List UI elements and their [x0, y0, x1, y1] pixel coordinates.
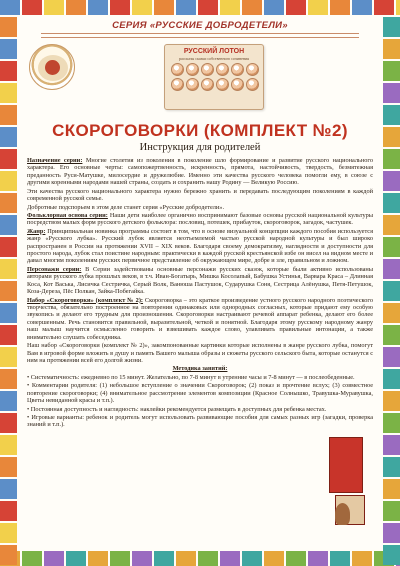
lotto-chip — [231, 78, 244, 91]
border-block — [396, 551, 400, 566]
border-block — [308, 551, 328, 566]
border-block — [0, 551, 20, 566]
section-text: Добротные подспорьем в этом деле станет серия «Русские добродетели». — [27, 203, 225, 211]
method-item: • Игровые варианты: ребенок и родитель могут использовать развивающие пособия для самых разных игр (загадки, проверка знаний и т.п.). — [27, 413, 373, 429]
header-divider-top — [41, 33, 359, 34]
section-paragraph — [27, 297, 373, 342]
border-block — [0, 39, 17, 59]
border-block — [0, 523, 17, 543]
border-block — [383, 523, 400, 543]
section-label: Назначение серии: — [27, 157, 83, 164]
border-block — [0, 83, 17, 103]
border-block — [44, 551, 64, 566]
border-block — [383, 127, 400, 147]
series-title: СЕРИЯ «РУССКИЕ ДОБРОДЕТЕЛИ» — [112, 20, 288, 31]
section-paragraph — [27, 204, 373, 211]
content-area — [19, 17, 381, 549]
section-text: Скороговорка – это краткое произведение устного русского народного поэтического творчества, обязательно построенное на повторении одинаковых или однородных согласных, которые придают ему особую звукопись и делают его трудным для произношения. Скороговорки настраивают речевой аппарат ребенка, делают его более совершенным. Речь становится правильной, выразительной, четкой и понятной. Благодаря этому русскому народному жанру наш малыш научится осмысленно говорить и взвешивать каждое слово, улавливать правильные интонации, а также внимательно слушать собеседника. — [27, 296, 374, 341]
border-block — [132, 0, 152, 15]
border-block — [0, 0, 20, 15]
border-block — [264, 0, 284, 15]
lotto-chip — [201, 78, 214, 91]
border-block — [0, 545, 17, 565]
border-block — [242, 551, 262, 566]
border-block — [0, 17, 17, 37]
border-block — [0, 171, 17, 191]
border-block — [383, 303, 400, 323]
section-text: Многие столетия из поколения в поколение шло формирование и развитие русского национального характера. Его основные черты: самопожертвенность, искренность, прямота, настойчивость, твердость, безмятежная преданность Руси-Матушке, милосердие и дружелюбие. Именно эти качества русского человека помогли ему, в союзе с другими коренными народами нашей страны, создать и сохранить нашу Родину — Великую Россию. — [27, 157, 373, 187]
section-paragraph — [27, 212, 373, 227]
border-block — [176, 551, 196, 566]
border-block — [198, 551, 218, 566]
book-red — [329, 437, 363, 493]
border-block — [383, 149, 400, 169]
border-block — [330, 0, 350, 15]
method-item: • Комментарии родителя: (1) небольшое вступление о значении Скороговорок; (2) показ и прочтение вслух; (3) совместное повторение скороговорки; (4) внимательное рассмотрение элементов композиции (Красное Солнышко, Травушка-Муравушка, Цветы невиданной красы и т.п.). — [27, 382, 373, 405]
border-block — [0, 391, 17, 411]
bell-illustration — [335, 503, 350, 525]
border-block — [383, 369, 400, 389]
border-block — [88, 0, 108, 15]
border-block — [242, 0, 262, 15]
lotto-subtitle: рассказы сказки собственного сочинения — [178, 56, 249, 61]
border-block — [286, 551, 306, 566]
lotto-chip — [171, 63, 184, 76]
border-block — [0, 127, 17, 147]
border-block — [176, 0, 196, 15]
border-block — [0, 281, 17, 301]
border-block — [383, 83, 400, 103]
border-block — [0, 61, 17, 81]
border-block — [383, 17, 400, 37]
section-paragraph — [27, 342, 373, 364]
border-block — [383, 479, 400, 499]
method-item: • Постоянная доступность и наглядность: наклейки рекомендуется размещать в доступных для ребенка местах. — [27, 405, 327, 413]
lotto-chip — [246, 78, 259, 91]
section-text: В Серии задействованы основные персонажи русских сказок, которые были активно использованы авторами русского лубка прошлых веков, в т.ч. Иван-Богатырь, Мишка Косолапый, Бабушка Устинья, Варвара Краса – Длинная Коса, Кот Васька, Лисичка Сестричка, Серый Волк, Ванюша Пастушок, Сударушка Соня, Сестрица Алёнушка, Петя-Петушок, Коза-Дереза, Пёс Полкан, Зайка-Побегайка. — [27, 265, 373, 296]
border-block — [132, 551, 152, 566]
border-block — [383, 215, 400, 235]
border-block — [308, 0, 328, 15]
methods-title: Методика занятий: — [172, 365, 228, 373]
lotto-chip — [231, 63, 244, 76]
border-block — [352, 551, 372, 566]
lotto-chip — [246, 63, 259, 76]
section-label: Фольклорная основа серии: — [27, 211, 108, 219]
border-block — [110, 551, 130, 566]
border-block — [154, 0, 174, 15]
border-block — [383, 545, 400, 565]
section-paragraph — [27, 266, 373, 296]
section-label: Персонажи серии: — [27, 265, 82, 273]
border-block — [383, 193, 400, 213]
section-label: Набор «Скороговорки» (комплект № 2): — [27, 296, 144, 304]
border-block — [88, 551, 108, 566]
border-block — [110, 0, 130, 15]
sections — [27, 157, 373, 364]
border-block — [383, 413, 400, 433]
border-block — [0, 457, 17, 477]
border-block — [383, 281, 400, 301]
border-block — [383, 347, 400, 367]
border-block — [383, 325, 400, 345]
border-block — [383, 61, 400, 81]
section-text: Наш набор «Скороговорки (комплект № 2)», закомпонованные картинки которые исполнены в жанре русского лубка, помогут Вам в игровой форме вложить в душу и память Вашего малыша образы и сюжеты русского сельского быта, которые останутся с ним на протяжении всей его долгой жизни. — [27, 342, 373, 364]
section-paragraph — [27, 228, 373, 265]
document-subtitle: Инструкция для родителей — [139, 142, 261, 153]
border-block — [286, 0, 306, 15]
border-block — [0, 325, 17, 345]
border-block — [66, 551, 86, 566]
border-block — [383, 391, 400, 411]
border-block — [383, 435, 400, 455]
border-block — [0, 413, 17, 433]
border-block — [66, 0, 86, 15]
border-block — [154, 551, 174, 566]
border-block — [198, 0, 218, 15]
lotto-chip — [216, 63, 229, 76]
lotto-chips — [171, 63, 257, 91]
header-divider-bottom — [41, 37, 359, 38]
border-block — [383, 457, 400, 477]
document-body — [27, 157, 373, 430]
border-block — [22, 551, 42, 566]
method-item: • Систематичность: ежедневно по 15 минут. Желательно, по 7-8 минут в утренние часы и 7-8 минут — в послеобеденные. — [27, 373, 355, 381]
border-block — [374, 551, 394, 566]
border-block — [44, 0, 64, 15]
border-block — [374, 0, 394, 15]
section-text: Эти качества русского национального характера нужно бережно хранить и передавать последующим поколениям в каждой современной русской семье. — [27, 187, 373, 203]
border-block — [0, 105, 17, 125]
section-text: Наши дети наиболее органично воспринимают базовые основы русской национальной культуры посредством малых форм русского детского фольклора: пословиц, потешек, прибауток, скороговорок, загадок, частушек. — [27, 211, 373, 227]
lotto-chip — [201, 63, 214, 76]
border-block — [0, 149, 17, 169]
methods-list — [27, 374, 373, 429]
border-block — [0, 237, 17, 257]
border-block — [0, 193, 17, 213]
border-block — [0, 435, 17, 455]
books-illustration — [329, 437, 371, 532]
section-text: Принципиальная новинка программы состоит в том, что в основе визуальной концепции каждого пособия используется жанр «Русского лубка». Русский лубок является неотъемлемой частью русской народной культуры и был широко распространен в России на протяжении XVII – XIX веков. Благодаря своему демократизму, наглядности и доступности для простого народа, лубок стал поистине народным: практически в каждой русской крестьянской избе он висел на видном месте и давал многим поколениям русских первичное представление об окружающем мире, добре и зле, правильном и ложном. — [27, 227, 373, 265]
border-block — [330, 551, 350, 566]
border-block — [383, 39, 400, 59]
border-block — [0, 347, 17, 367]
border-block — [22, 0, 42, 15]
border-block — [264, 551, 284, 566]
border-block — [220, 0, 240, 15]
border-block — [0, 303, 17, 323]
lotto-chip — [216, 78, 229, 91]
section-paragraph — [27, 157, 373, 187]
document-title: СКОРОГОВОРКИ (КОМПЛЕКТ №2) — [52, 121, 348, 140]
border-block — [0, 501, 17, 521]
border-block — [0, 215, 17, 235]
border-block — [383, 237, 400, 257]
lotto-chip — [186, 63, 199, 76]
border-block — [383, 259, 400, 279]
section-paragraph — [27, 188, 373, 203]
lotto-title: РУССКИЙ ЛОТОН — [183, 48, 245, 55]
border-block — [396, 0, 400, 15]
section-label: Жанр: — [27, 227, 46, 235]
border-block — [383, 171, 400, 191]
border-block — [352, 0, 372, 15]
series-logo — [29, 44, 75, 90]
border-block — [383, 501, 400, 521]
border-block — [220, 551, 240, 566]
lotto-card-image — [164, 44, 264, 110]
lotto-chip — [171, 78, 184, 91]
border-block — [0, 479, 17, 499]
border-block — [383, 105, 400, 125]
border-block — [0, 259, 17, 279]
lotto-chip — [186, 78, 199, 91]
border-block — [0, 369, 17, 389]
